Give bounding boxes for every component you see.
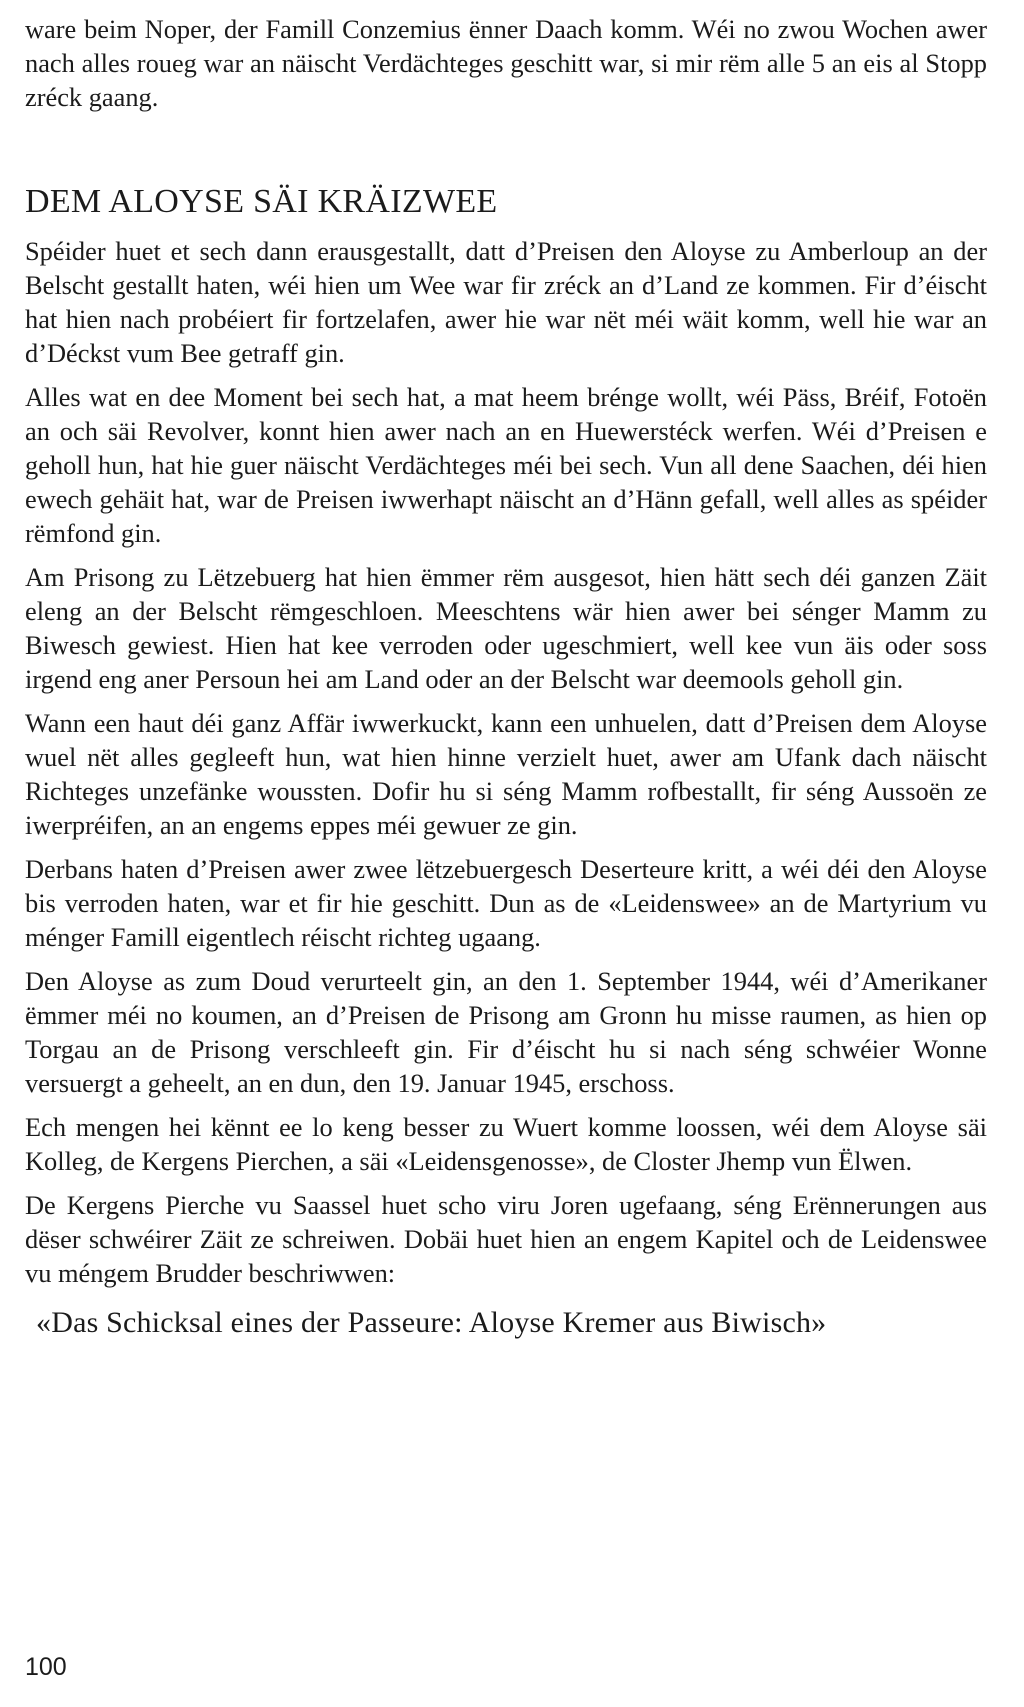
page-number: 100 xyxy=(25,1653,67,1681)
quoted-chapter-title: «Das Schicksal eines der Passeure: Aloyse Kremer aus Biwisch» xyxy=(36,1306,827,1339)
paragraph-7: Ech mengen hei kënnt ee lo keng besser zu Wuert komme loossen, wéi dem Aloyse säi Kolleg, de Kergens Pierchen, a säi «Leidensgenosse», de Closter Jhemp vun Ëlwen. xyxy=(25,1112,987,1176)
paragraph-4: Wann een haut déi ganz Affär iwwerkuckt, kann een unhuelen, datt d’Preisen dem Aloyse wuel nët alles gegleeft hun, wat hien hinne verzielt huet, awer am Ufank dach näischt Richteges unzefänke woussten. Dofir hu si séng Mamm rofbestallt, fir séng Aussoën ze iwerpréifen, an an engems eppes méi gewuer ze gin. xyxy=(25,708,987,840)
paragraph-1: Spéider huet et sech dann erausgestallt, datt d’Preisen den Aloyse zu Amberloup an der Belscht gestallt haten, wéi hien um Wee war fir zréck an d’Land ze kommen. Fir d’éischt hat hien nach probéiert fir fortzelafen, awer hie war nët méi wäit komm, well hie war an d’Déckst vum Bee getraff gin. xyxy=(25,236,987,368)
section-heading: DEM ALOYSE SÄI KRÄIZWEE xyxy=(25,183,498,220)
paragraph-8: De Kergens Pierche vu Saassel huet scho viru Joren ugefaang, séng Erënnerungen aus dëser schwéirer Zäit ze schreiwen. Dobäi huet hien an engem Kapitel och de Leidenswee vu méngem Brudder beschriwwen: xyxy=(25,1190,987,1288)
paragraph-5: Derbans haten d’Preisen awer zwee lëtzebuergesch Deserteure kritt, a wéi déi den Aloyse bis verroden haten, war et fir hie geschitt. Dun as de «Leidenswee» an de Martyrium vu ménger Famill eigentlech réischt richteg ugaang. xyxy=(25,854,987,952)
paragraph-2: Alles wat en dee Moment bei sech hat, a mat heem brénge wollt, wéi Päss, Bréif, Fotoën an och säi Revolver, konnt hien awer nach an en Huewerstéck werfen. Wéi d’Preisen e geholl hun, hat hie guer näischt Verdächteges méi bei sech. Vun all dene Saachen, déi hien ewech gehäit hat, war de Preisen iwwerhapt näischt an d’Hänn gefall, well alles as spéider rëmfond gin. xyxy=(25,382,987,548)
paragraph-3: Am Prisong zu Lëtzebuerg hat hien ëmmer rëm ausgesot, hien hätt sech déi ganzen Zäit eleng an der Belscht rëmgeschloen. Meeschtens wär hien awer bei sénger Mamm zu Biwesch gewiest. Hien hat kee verroden oder ugeschmiert, well kee vun äis oder soss irgend eng aner Persoun hei am Land oder an der Belscht war deemools geholl gin. xyxy=(25,562,987,694)
paragraph-6: Den Aloyse as zum Doud verurteelt gin, an den 1. September 1944, wéi d’Amerikaner ëmmer méi no koumen, an d’Preisen de Prisong am Gronn hu misse raumen, as hien op Torgau an de Prisong verschleeft gin. Fir d’éischt hu si nach séng schwéier Wonne versuergt a geheelt, an en dun, den 19. Januar 1945, erschoss. xyxy=(25,966,987,1098)
page-body xyxy=(25,12,987,1342)
intro-paragraph: ware beim Noper, der Famill Conzemius ënner Daach komm. Wéi no zwou Wochen awer nach alles roueg war an näischt Verdächteges geschitt war, si mir rëm alle 5 an eis al Stopp zréck gaang. xyxy=(25,14,987,112)
